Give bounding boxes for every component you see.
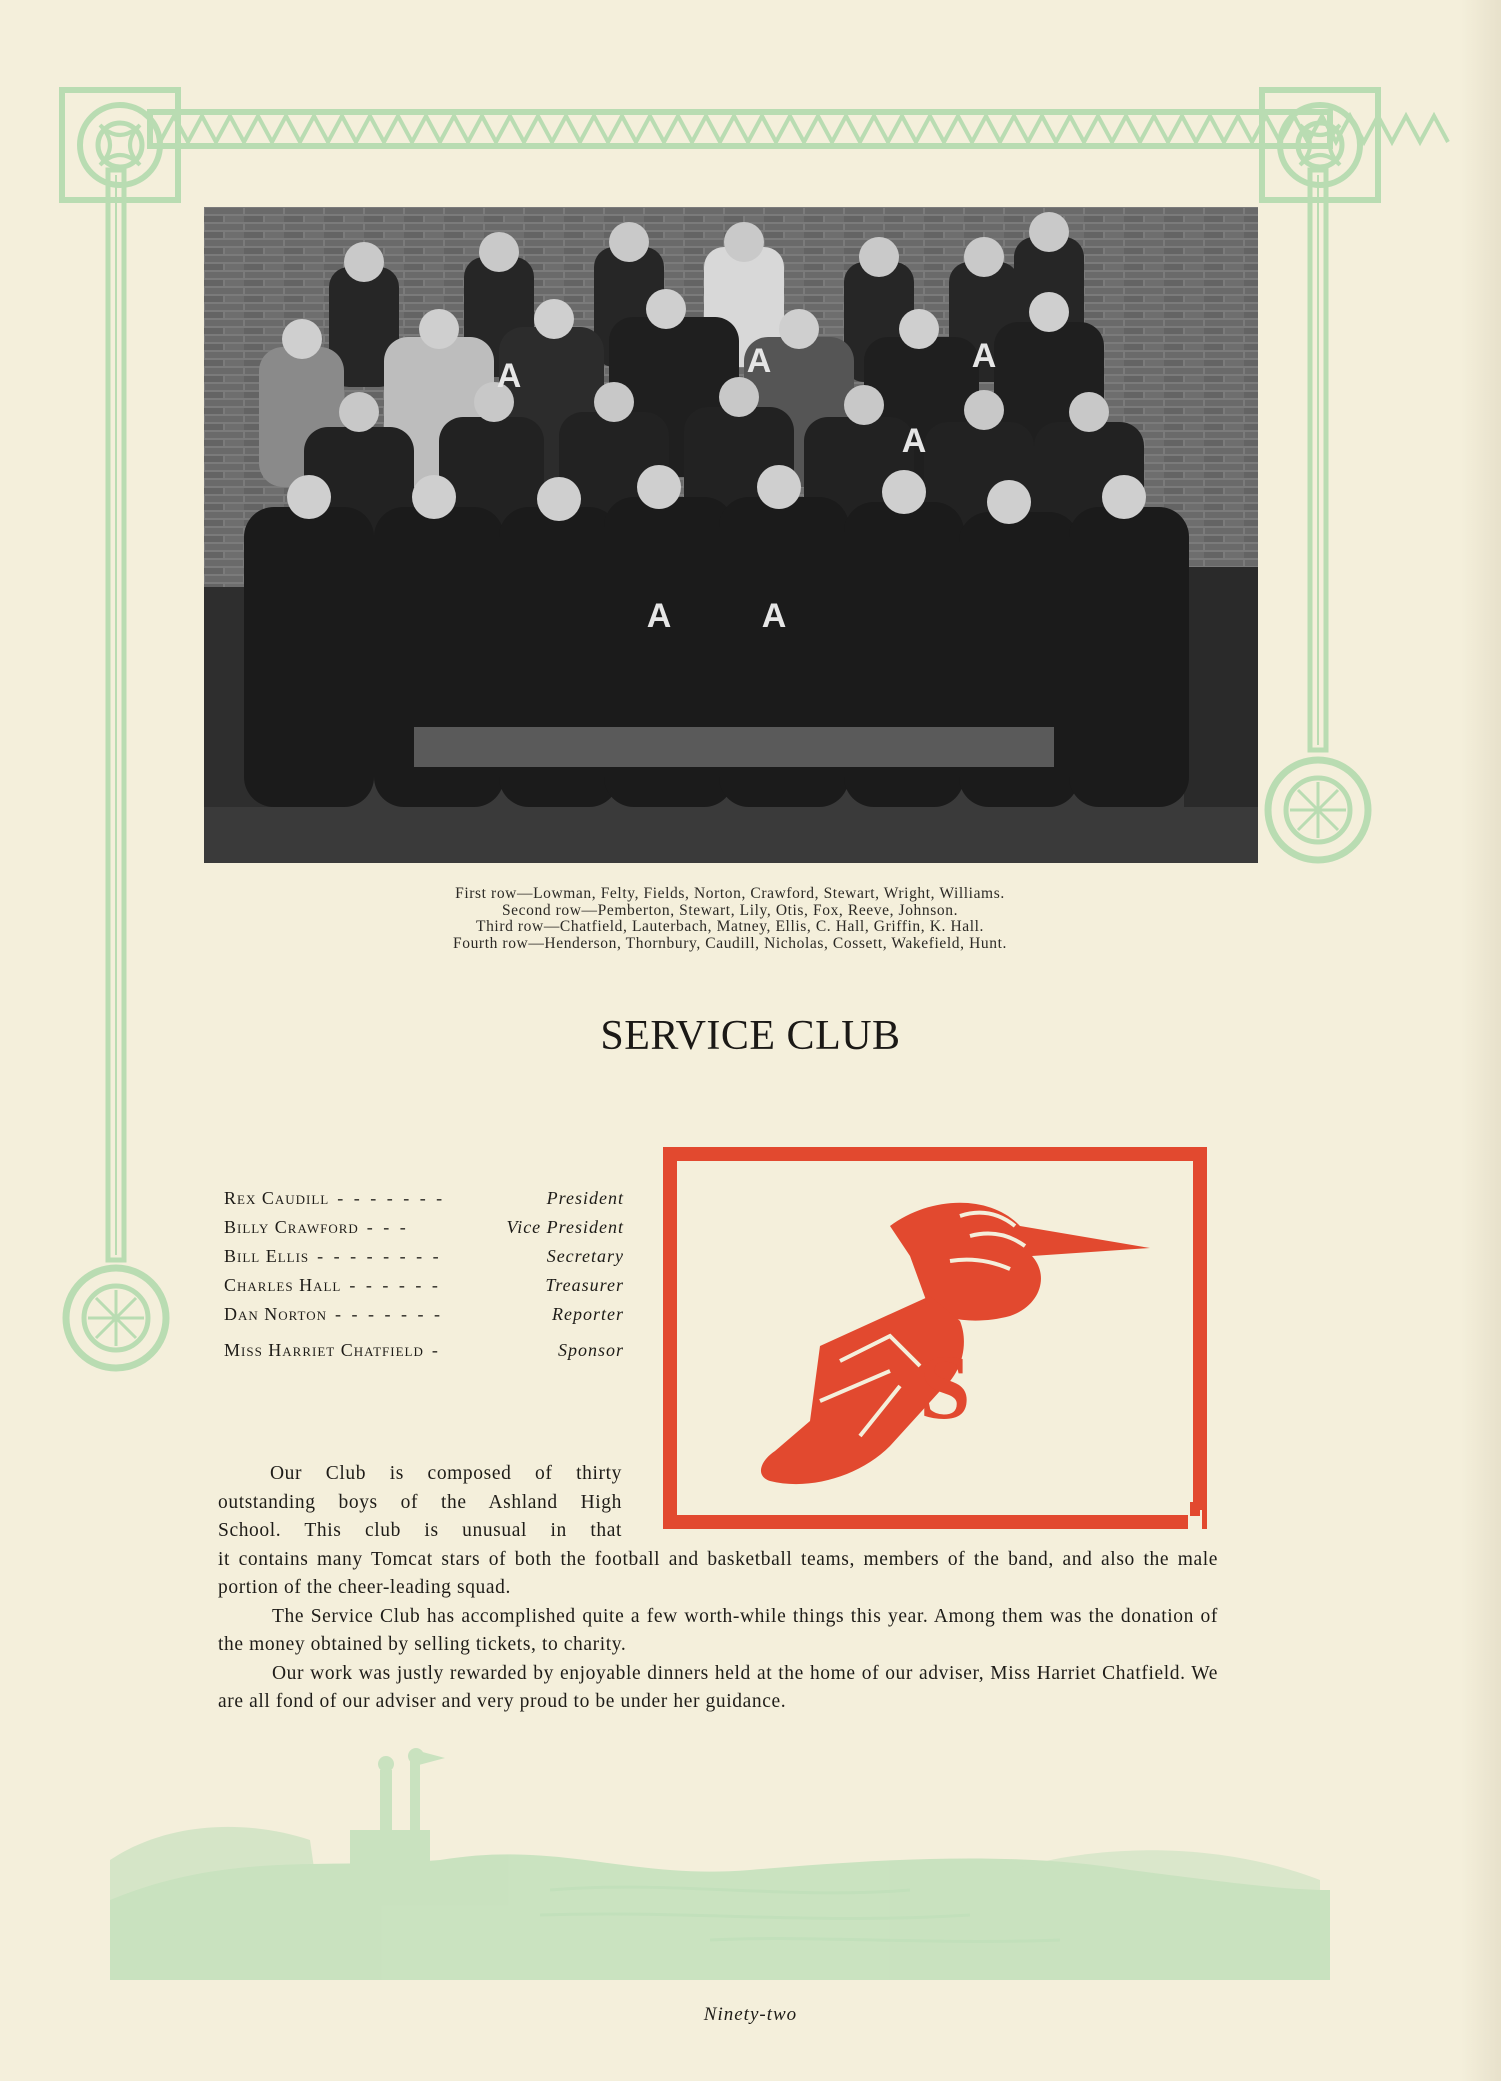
officer-row <box>224 1213 624 1242</box>
leader-dashes: - <box>431 1340 441 1360</box>
caption-line: First row—Lowman, Felty, Fields, Norton, Crawford, Stewart, Wright, Williams. <box>455 885 1005 902</box>
officers-list <box>224 1184 624 1365</box>
officer-name: Miss Harriet Chatfield <box>224 1340 424 1360</box>
officer-row <box>224 1184 624 1213</box>
svg-text:A: A <box>646 597 672 635</box>
decorative-landscape-illustration <box>110 1740 1330 1980</box>
leader-dashes: - - - - - - - - <box>317 1246 442 1266</box>
page-number: Ninety-two <box>703 2004 798 2025</box>
leader-dashes: - - - <box>366 1217 409 1237</box>
svg-text:A: A <box>496 357 522 395</box>
page-title: SERVICE CLUB <box>600 1013 901 1059</box>
leader-dashes: - - - - - - - <box>335 1304 444 1324</box>
leader-dashes: - - - - - - <box>349 1275 441 1295</box>
paragraph: it contains many Tomcat stars of both the football and basketball teams, members of the band, and also the male portion of the cheer-leading squad. <box>218 1548 1218 1598</box>
svg-text:A: A <box>901 422 927 460</box>
paragraph: Our work was justly rewarded by enjoyable dinners held at the home of our adviser, Miss Harriet Chatfield. We are all fond of our adviser and very proud to be under her guidance. <box>218 1662 1218 1712</box>
officer-row <box>224 1242 624 1271</box>
emblem-letter: S <box>919 1336 971 1438</box>
officer-row <box>224 1336 624 1365</box>
text-line: School. This club is unusual in that <box>218 1520 622 1541</box>
wrapped-lines <box>218 1460 622 1546</box>
caption-line: Second row—Pemberton, Stewart, Lily, Otis, Fox, Reeve, Johnson. <box>501 901 959 919</box>
svg-text:A: A <box>746 342 772 380</box>
officer-role: Treasurer <box>545 1275 624 1295</box>
officer-role: Reporter <box>552 1304 624 1324</box>
text-line: outstanding boys of the Ashland High <box>218 1491 622 1513</box>
officer-role: President <box>546 1188 624 1208</box>
officer-name: Charles Hall <box>224 1275 342 1295</box>
officer-name: Rex Caudill <box>224 1188 330 1208</box>
officer-name: Bill Ellis <box>224 1246 310 1266</box>
officer-role: Secretary <box>546 1246 624 1266</box>
officer-name: Billy Crawford <box>224 1217 359 1237</box>
officer-name: Dan Norton <box>224 1304 328 1324</box>
club-description <box>218 1460 1218 1717</box>
officer-role: Sponsor <box>557 1340 624 1360</box>
caption-line: Third row—Chatfield, Lauterbach, Matney, Ellis, C. Hall, Griffin, K. Hall. <box>476 918 984 935</box>
officer-row <box>224 1271 624 1300</box>
svg-text:A: A <box>971 337 997 375</box>
text-line: Our Club is composed of thirty <box>270 1463 622 1484</box>
svg-text:A: A <box>761 597 787 635</box>
officer-role: Vice President <box>506 1217 624 1237</box>
paragraph: The Service Club has accomplished quite a few worth-while things this year. Among them was the donation of the money obtained by selling tickets, to charity. <box>218 1605 1218 1655</box>
photo-caption <box>230 886 1230 952</box>
group-photo <box>204 207 1258 863</box>
leader-dashes: - - - - - - - <box>337 1188 446 1208</box>
caption-line: Fourth row—Henderson, Thornbury, Caudill, Nicholas, Cossett, Wakefield, Hunt. <box>453 934 1007 952</box>
officer-row <box>224 1300 624 1329</box>
